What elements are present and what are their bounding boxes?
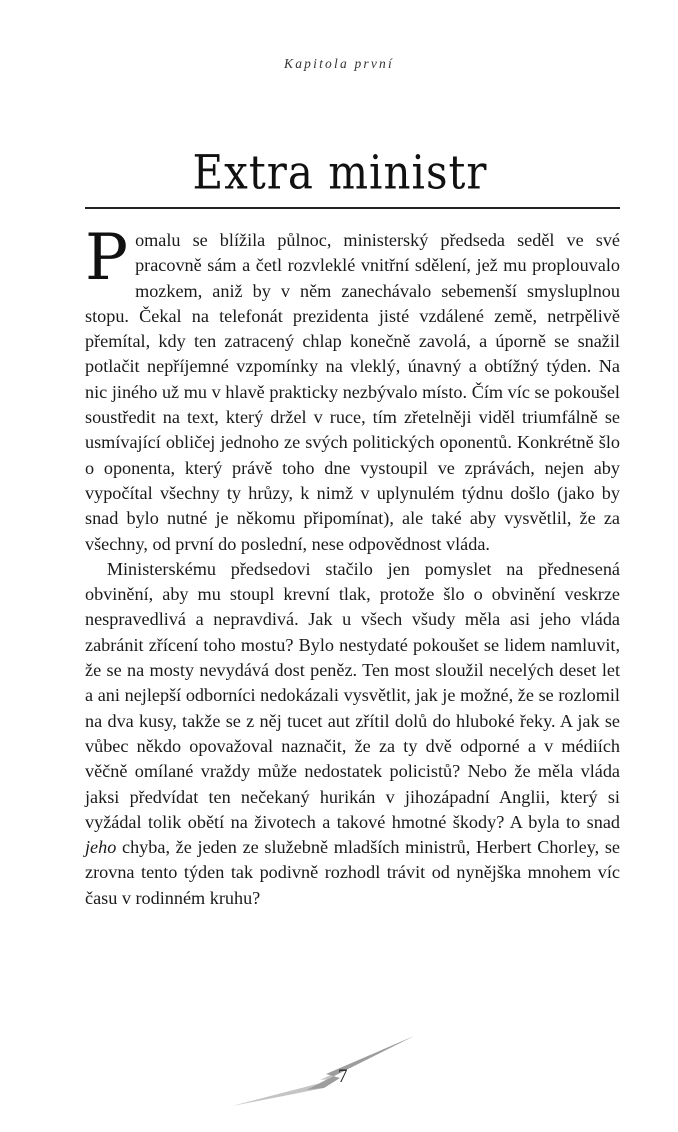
paragraph-2-text-a: Ministerskému předsedovi stačilo jen pomyslet na přednesená obvinění, aby mu stoupl krevní tlak, protože šlo o obvinění veskrze nespravedlivá a nepravdivá. Jak u všech všudy měla asi jeho vláda zabránit zřícení toho mostu? Bylo nestydaté pokoušet se lidem namluvit, že se na mosty nevydává dost peněz. Ten most sloužil necelých deset let a ani nejlepší odborníci nedokázali vysvětlit, jak je možné, že se rozlomil na dva kusy, takže se z něj tucet aut zřítil dolů do hluboké řeky. A jak se vůbec někdo opovažoval naznačit, že za ty dvě odporné a v médiích věčně omílané vraždy může nedostatek policistů? Nebo že měla vláda jaksi předvídat ten nečekaný hurikán v jihozápadní Anglii, který si vyžádal tolik obětí na životech a takové hmotné škody? A byla to snad [85,558,620,832]
body-text [85,221,620,911]
dropcap: P [85,221,129,295]
lightning-bolt-icon [228,1034,418,1109]
paragraph-2-emphasis: jeho [85,837,117,858]
paragraph-1 [85,221,620,557]
paragraph-2-text-b: chyba, že jeden ze služebně mladších ministrů, Herbert Chorley, se zrovna tento týden tak podivně rozhodl trávit od nynějška mnohem víc času v rodinném kruhu? [85,837,620,908]
paragraph-2 [85,557,620,911]
chapter-title: Extra ministr [192,145,488,200]
page-number: 7 [338,1066,348,1087]
running-head: Kapitola první [284,56,394,71]
title-rule [85,207,620,209]
paragraph-1-text: omalu se blížila půlnoc, ministerský předseda seděl ve své pracovně sám a četl rozvleklé vnitřní sdělení, jež mu proplouvalo mozkem, aniž by v něm zanechávalo sebemenší smysluplnou stopu. Čekal na telefonát prezidenta jisté vzdálené země, netrpělivě přemítal, kdy ten zatracený chlap konečně zavolá, a úporně se snažil potlačit nepříjemné vzpomínky na vleklý, únavný a obtížný týden. Na nic jiného už mu v hlavě prakticky nezbývalo místo. Čím víc se pokoušel soustředit na text, který držel v ruce, tím zřetelněji viděl triumfálně se usmívající obličej jednoho ze svých politických oponentů. Konkrétně šlo o oponenta, který právě toho dne vystoupil ve zprávách, nejen aby vypočítal všechny ty hrůzy, k nimž v uplynulém týdnu došlo (jako by snad bylo nutné je někomu připomínat), ale také aby vysvětlil, že za všechny, od první do poslední, nese odpovědnost vláda. [85,230,620,554]
